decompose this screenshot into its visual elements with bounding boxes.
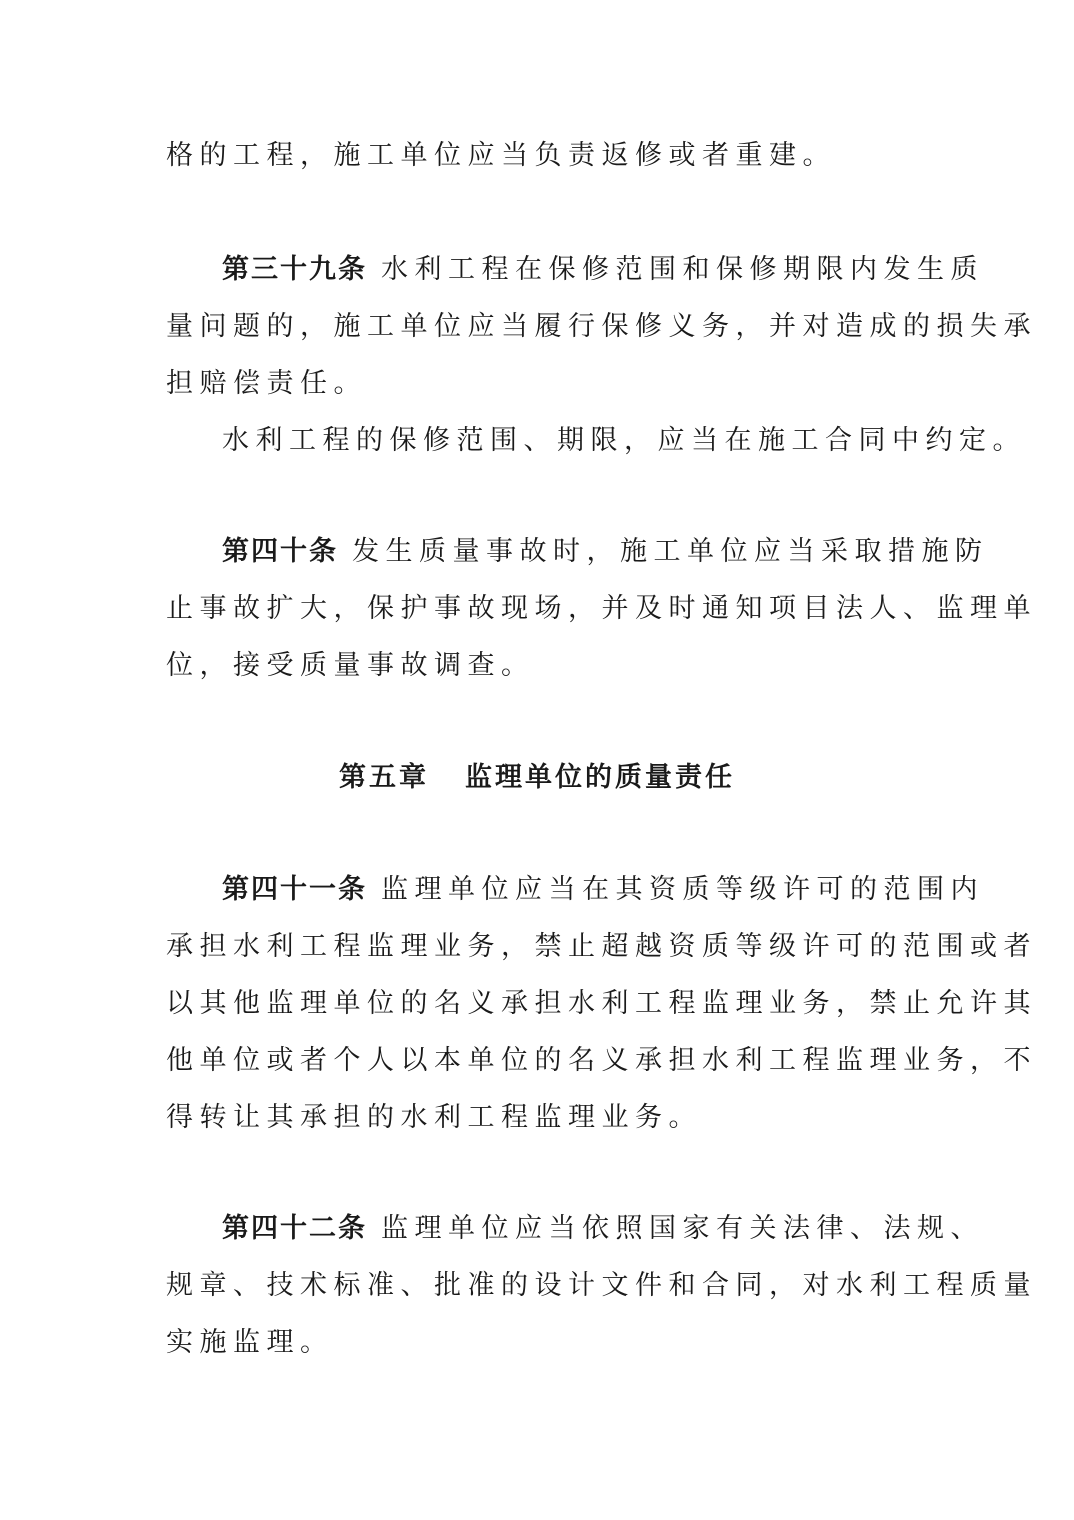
text-line: 量问题的，施工单位应当履行保修义务，并对造成的损失承 <box>166 311 1037 342</box>
article-41-line-4 <box>166 1039 1037 1083</box>
text-line: 水利工程在保修范围和保修期限内发生质 <box>381 254 984 285</box>
text-line: 格的工程，施工单位应当负责返修或者重建。 <box>166 140 836 171</box>
article-41-line-3 <box>166 982 1037 1026</box>
text-line: 规章、技术标准、批准的设计文件和合同，对水利工程质量 <box>166 1270 1037 1301</box>
article-42-line-2 <box>166 1264 1037 1308</box>
article-number: 第三十九条 <box>222 254 367 285</box>
text-line: 监理单位应当依照国家有关法律、法规、 <box>381 1213 984 1244</box>
article-41-line-2 <box>166 925 1037 969</box>
article-40-line-2 <box>166 587 1037 631</box>
text-line: 担赔偿责任。 <box>166 368 367 399</box>
article-39-line-3 <box>166 362 926 406</box>
chapter-number: 第五章 <box>339 762 429 793</box>
text-line: 水利工程的保修范围、期限，应当在施工合同中约定。 <box>222 425 1026 456</box>
article-number: 第四十条 <box>222 536 338 567</box>
article-39-line-1 <box>222 248 984 292</box>
text-line: 得转让其承担的水利工程监理业务。 <box>166 1102 702 1133</box>
article-41-line-5 <box>166 1096 926 1140</box>
paragraph-continuation <box>166 134 926 178</box>
article-39-line-2 <box>166 305 1037 349</box>
text-line: 发生质量事故时，施工单位应当采取措施防 <box>352 536 989 567</box>
article-41-line-1 <box>222 868 984 912</box>
text-line: 他单位或者个人以本单位的名义承担水利工程监理业务，不 <box>166 1045 1037 1076</box>
article-42-line-3 <box>166 1321 926 1365</box>
chapter-title: 监理单位的质量责任 <box>465 762 735 793</box>
chapter-heading <box>0 756 1074 800</box>
text-line: 承担水利工程监理业务，禁止超越资质等级许可的范围或者 <box>166 931 1037 962</box>
text-line: 监理单位应当在其资质等级许可的范围内 <box>381 874 984 905</box>
text-line: 以其他监理单位的名义承担水利工程监理业务，禁止允许其 <box>166 988 1037 1019</box>
article-number: 第四十二条 <box>222 1213 367 1244</box>
article-42-line-1 <box>222 1207 984 1251</box>
text-line: 止事故扩大，保护事故现场，并及时通知项目法人、监理单 <box>166 593 1037 624</box>
article-40-line-3 <box>166 644 926 688</box>
text-line: 位，接受质量事故调查。 <box>166 650 535 681</box>
article-39-paragraph-2 <box>222 419 1026 463</box>
text-line: 实施监理。 <box>166 1327 334 1358</box>
article-40-line-1 <box>222 530 989 574</box>
article-number: 第四十一条 <box>222 874 367 905</box>
